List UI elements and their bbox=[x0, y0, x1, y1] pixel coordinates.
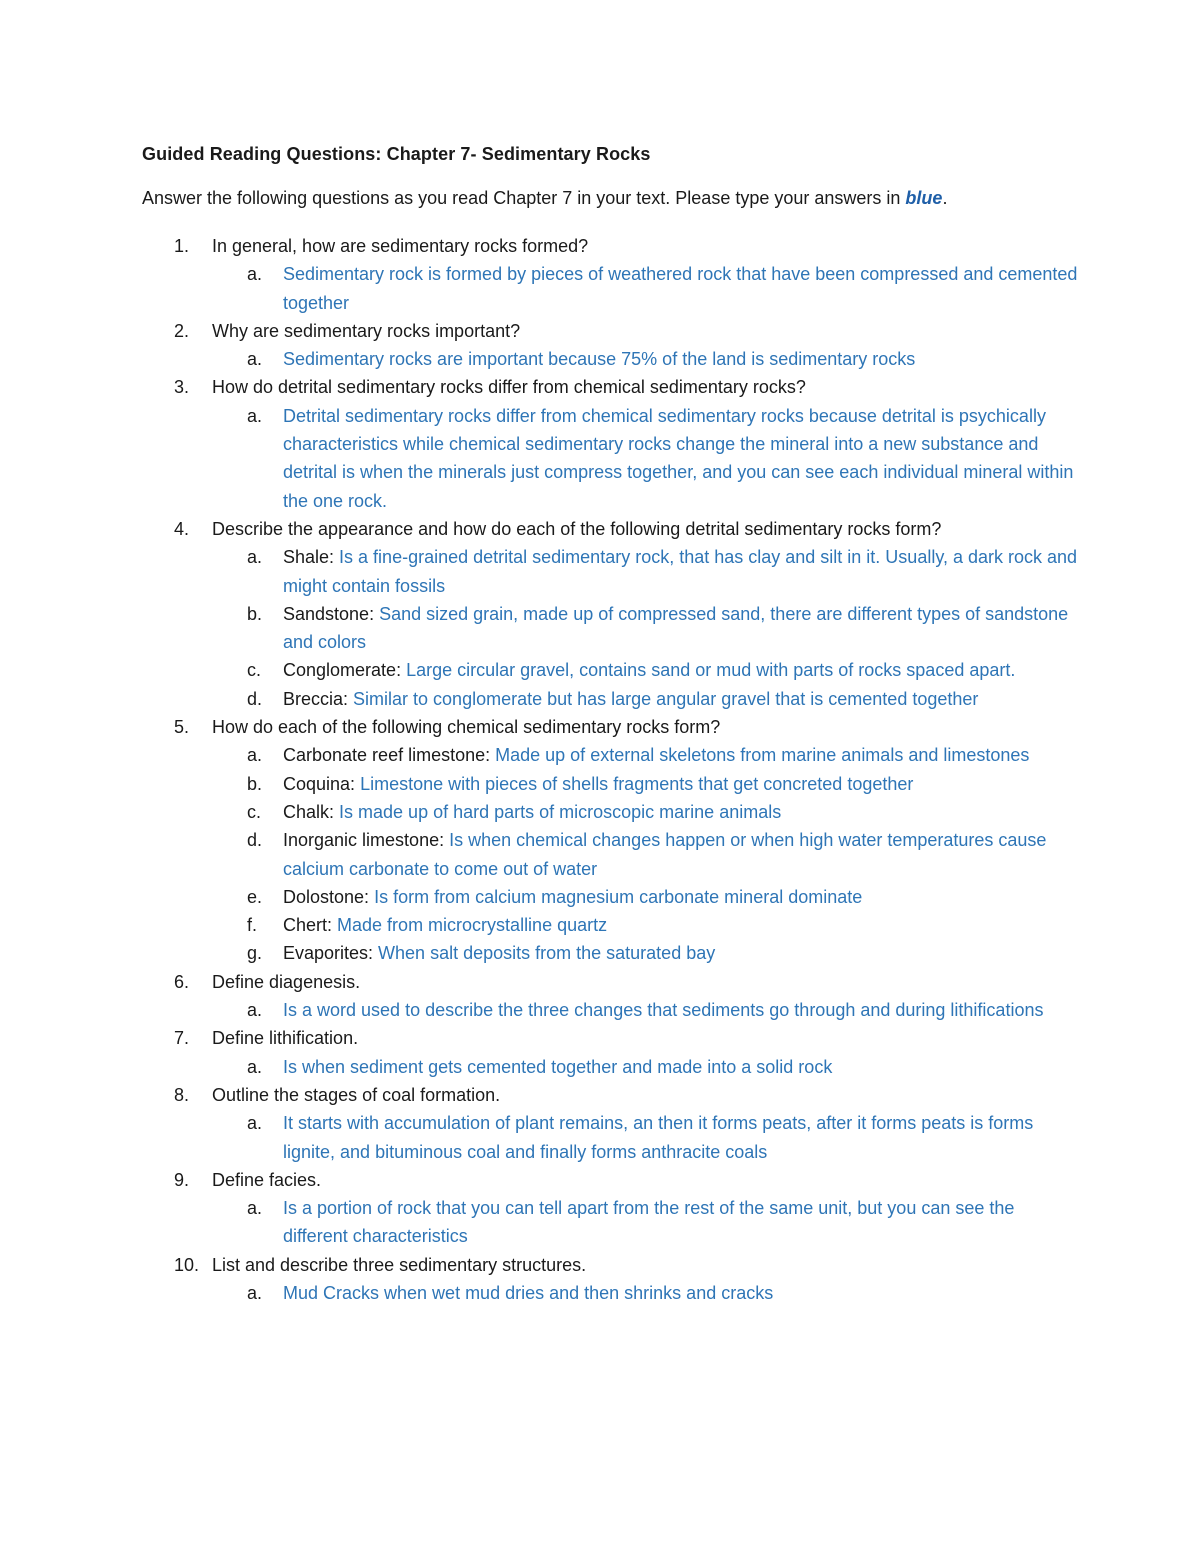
answer-item bbox=[212, 1279, 1082, 1307]
instructions bbox=[142, 188, 947, 209]
question-text: List and describe three sedimentary structures. bbox=[212, 1254, 587, 1275]
answer-letter: c. bbox=[247, 801, 262, 822]
answer-item bbox=[212, 1194, 1082, 1251]
answer-letter: a. bbox=[247, 547, 263, 568]
answer-letter: a. bbox=[247, 1198, 263, 1219]
question-text: Define lithification. bbox=[212, 1028, 359, 1049]
answer-item bbox=[212, 260, 1082, 317]
question-text: In general, how are sedimentary rocks formed? bbox=[212, 236, 589, 256]
question-text: How do detrital sedimentary rocks differ from chemical sedimentary rocks? bbox=[212, 377, 806, 398]
answer-letter: a. bbox=[247, 349, 263, 370]
answer-item bbox=[212, 826, 1082, 883]
answer-letter: a. bbox=[247, 745, 263, 766]
answer-item bbox=[212, 656, 1082, 684]
answer-item bbox=[212, 911, 1082, 939]
answer-text: Mud Cracks when wet mud dries and then shrinks and cracks bbox=[283, 1282, 774, 1303]
page-title: Guided Reading Questions: Chapter 7- Sedimentary Rocks bbox=[142, 144, 651, 164]
answer-text: Sedimentary rock is formed by pieces of weathered rock that have been compressed and cemented together bbox=[283, 264, 1078, 313]
question-item bbox=[142, 713, 1082, 968]
answer-text: Made up of external skeletons from marine animals and limestones bbox=[495, 745, 1030, 766]
answer-letter: a. bbox=[247, 1113, 263, 1134]
answer-item bbox=[212, 798, 1082, 826]
answer-text: Similar to conglomerate but has large angular gravel that is cemented together bbox=[353, 688, 979, 709]
answer-text: Sedimentary rocks are important because 75% of the land is sedimentary rocks bbox=[283, 349, 916, 370]
instructions-blue-word: blue bbox=[905, 188, 943, 208]
answer-list bbox=[212, 345, 1082, 373]
answer-letter: d. bbox=[247, 830, 263, 851]
answer-text: Sand sized grain, made up of compressed sand, there are different types of sandstone and colors bbox=[283, 603, 1069, 653]
answer-letter: e. bbox=[247, 886, 263, 907]
answer-item bbox=[212, 939, 1082, 967]
answer-text: When salt deposits from the saturated bay bbox=[378, 943, 716, 964]
answer-term: Inorganic limestone: bbox=[283, 830, 450, 851]
question-number: 4. bbox=[174, 518, 190, 539]
question-item bbox=[142, 1024, 1082, 1081]
question-text: Define facies. bbox=[212, 1169, 322, 1190]
answer-term: Breccia: bbox=[283, 688, 354, 709]
question-item bbox=[142, 1166, 1082, 1251]
answer-text: Is form from calcium magnesium carbonate mineral dominate bbox=[374, 886, 863, 907]
answer-item bbox=[212, 741, 1082, 769]
answer-text: Is made up of hard parts of microscopic marine animals bbox=[339, 801, 782, 822]
question-text: Why are sedimentary rocks important? bbox=[212, 320, 521, 341]
answer-letter: f. bbox=[247, 915, 258, 936]
question-item bbox=[142, 968, 1082, 1025]
answer-letter: c. bbox=[247, 660, 262, 681]
question-number: 3. bbox=[174, 377, 190, 398]
answer-letter: a. bbox=[247, 264, 263, 285]
answer-letter: b. bbox=[247, 603, 263, 624]
answer-list bbox=[212, 1109, 1082, 1166]
answer-letter: a. bbox=[247, 405, 263, 426]
answer-text: Is a word used to describe the three changes that sediments go through and during lithifications bbox=[283, 1000, 1044, 1021]
answer-item bbox=[212, 1109, 1082, 1166]
answer-letter: a. bbox=[247, 1282, 263, 1303]
answer-list bbox=[212, 260, 1082, 317]
answer-text: Is when chemical changes happen or when high water temperatures cause calcium carbonate to come out of water bbox=[283, 830, 1047, 879]
answer-letter: d. bbox=[247, 688, 263, 709]
question-item bbox=[142, 373, 1082, 514]
instructions-text: Answer the following questions as you read Chapter 7 in your text. Please type your answers in bbox=[142, 188, 906, 208]
answer-letter: g. bbox=[247, 943, 263, 964]
question-number: 2. bbox=[174, 320, 190, 341]
answer-text: Is a portion of rock that you can tell apart from the rest of the same unit, but you can see the different characteristics bbox=[283, 1198, 1015, 1247]
answer-term: Carbonate reef limestone: bbox=[283, 745, 496, 766]
answer-term: Chalk: bbox=[283, 801, 340, 822]
question-item bbox=[142, 515, 1082, 713]
answer-letter: a. bbox=[247, 1000, 263, 1021]
question-number: 6. bbox=[174, 971, 190, 992]
answer-item bbox=[212, 402, 1082, 515]
question-number: 10. bbox=[174, 1254, 200, 1275]
question-list bbox=[142, 232, 1082, 1307]
answer-text: Is a fine-grained detrital sedimentary rock, that has clay and silt in it. Usually, a dark rock and might contain fossils bbox=[283, 547, 1078, 596]
answer-text: Is when sediment gets cemented together and made into a solid rock bbox=[283, 1056, 833, 1077]
answer-item bbox=[212, 685, 1082, 713]
instructions-end: . bbox=[942, 188, 948, 208]
answer-list bbox=[212, 1053, 1082, 1081]
question-number: 8. bbox=[174, 1084, 190, 1105]
answer-list bbox=[212, 741, 1082, 967]
answer-list bbox=[212, 1194, 1082, 1251]
answer-item bbox=[212, 883, 1082, 911]
answer-text: Limestone with pieces of shells fragments that get concreted together bbox=[360, 773, 914, 794]
answer-term: Sandstone: bbox=[283, 603, 380, 624]
answer-text: Large circular gravel, contains sand or mud with parts of rocks spaced apart. bbox=[406, 660, 1016, 681]
question-number: 9. bbox=[174, 1169, 190, 1190]
answer-list bbox=[212, 996, 1082, 1024]
question-item bbox=[142, 1081, 1082, 1166]
question-item bbox=[142, 1251, 1082, 1308]
answer-letter: a. bbox=[247, 1056, 263, 1077]
answer-term: Dolostone: bbox=[283, 886, 375, 907]
answer-letter: b. bbox=[247, 773, 263, 794]
answer-text: Detrital sedimentary rocks differ from chemical sedimentary rocks because detrital is psychically characteristics while chemical sedimentary rocks change the mineral into a new substance and detrital is when the minerals just compress together, and you can see each individual mineral within the one rock. bbox=[283, 405, 1074, 511]
question-number: 1. bbox=[174, 236, 190, 256]
answer-list bbox=[212, 1279, 1082, 1307]
answer-term: Evaporites: bbox=[283, 943, 379, 964]
question-text: Describe the appearance and how do each of the following detrital sedimentary rocks form? bbox=[212, 518, 942, 539]
answer-list bbox=[212, 402, 1082, 515]
answer-term: Coquina: bbox=[283, 773, 361, 794]
answer-item bbox=[212, 543, 1082, 600]
answer-term: Shale: bbox=[283, 547, 340, 568]
question-item bbox=[142, 232, 1082, 317]
answer-text: It starts with accumulation of plant remains, an then it forms peats, after it forms peats is forms lignite, and bituminous coal and finally forms anthracite coals bbox=[283, 1113, 1034, 1162]
question-text: Outline the stages of coal formation. bbox=[212, 1084, 501, 1105]
answer-term: Chert: bbox=[283, 915, 338, 936]
question-number: 7. bbox=[174, 1028, 190, 1049]
answer-term: Conglomerate: bbox=[283, 660, 407, 681]
question-text: How do each of the following chemical sedimentary rocks form? bbox=[212, 717, 721, 738]
answer-item bbox=[212, 1053, 1082, 1081]
answer-item bbox=[212, 345, 1082, 373]
question-item bbox=[142, 317, 1082, 374]
answer-item bbox=[212, 600, 1082, 657]
answer-item bbox=[212, 996, 1082, 1024]
question-text: Define diagenesis. bbox=[212, 971, 361, 992]
answer-list bbox=[212, 543, 1082, 713]
question-number: 5. bbox=[174, 717, 190, 738]
answer-text: Made from microcrystalline quartz bbox=[337, 915, 608, 936]
answer-item bbox=[212, 770, 1082, 798]
